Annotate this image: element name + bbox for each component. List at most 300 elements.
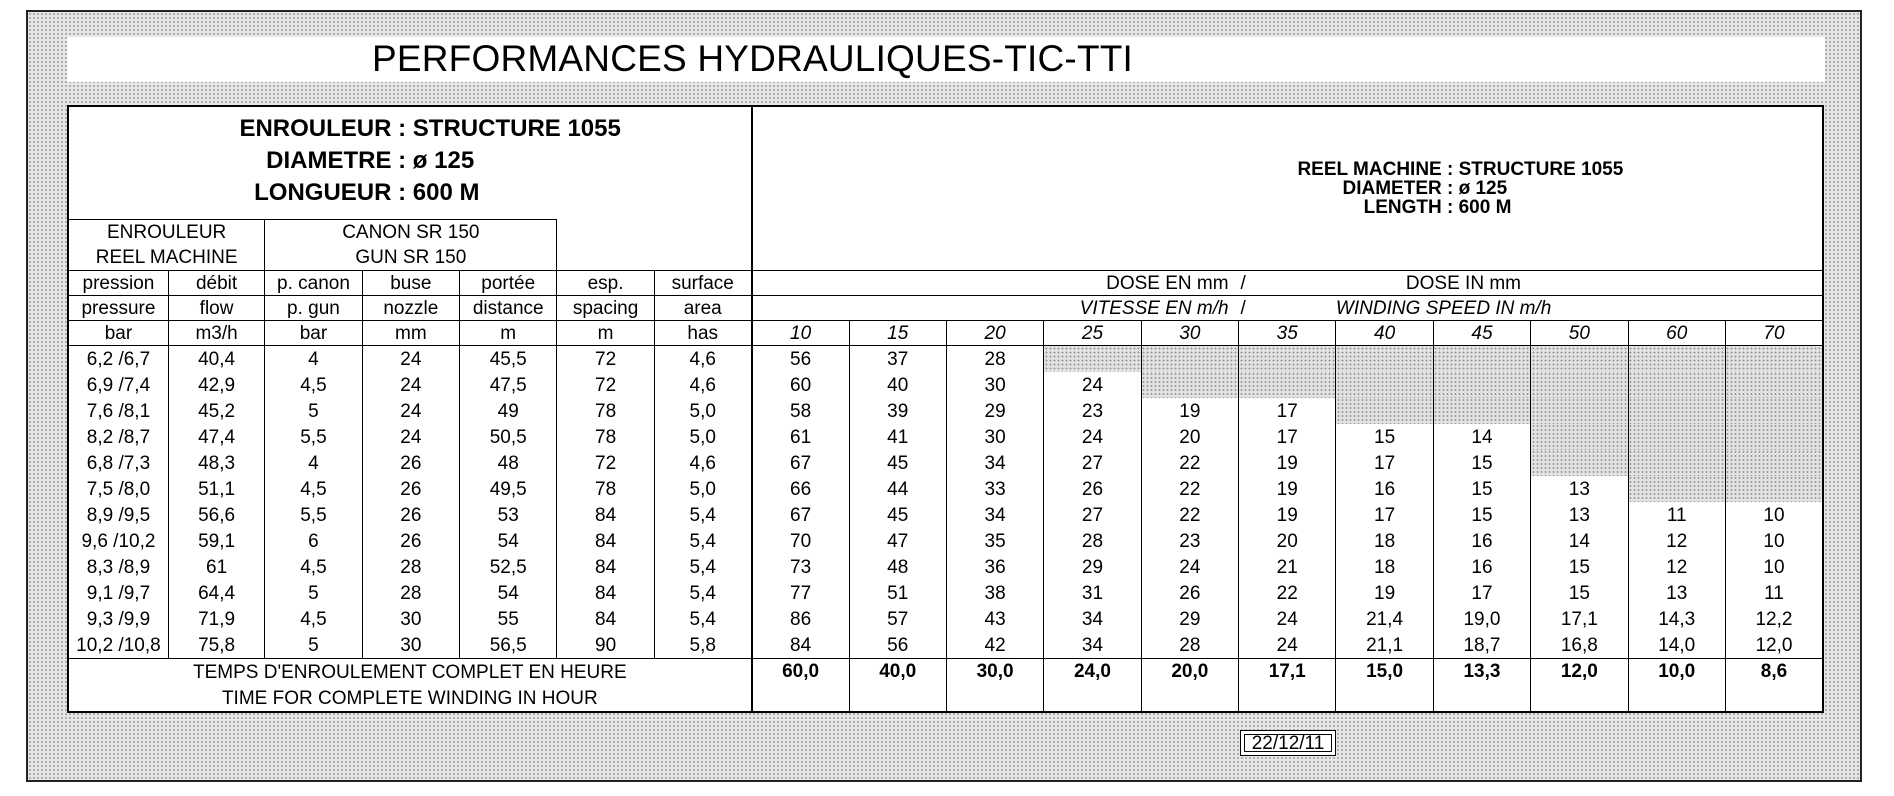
dose-cell: 14,3 xyxy=(1628,606,1725,632)
left-cell: 5,0 xyxy=(654,476,751,502)
left-cell: 51,1 xyxy=(168,476,264,502)
left-cell: 52,5 xyxy=(460,554,557,580)
dose-cell: 21,1 xyxy=(1336,632,1433,659)
dose-cell: 24 xyxy=(1141,554,1238,580)
left-cell: 42,9 xyxy=(168,372,264,398)
dose-cell: 24 xyxy=(1044,372,1141,398)
col-label-fr: portée xyxy=(460,271,557,296)
table-row xyxy=(68,580,1823,606)
left-cell: 49 xyxy=(460,398,557,424)
left-cell: 4,6 xyxy=(654,450,751,476)
dose-cell: 56 xyxy=(849,632,946,659)
speed-header: 70 xyxy=(1725,321,1823,346)
dose-cell: 24 xyxy=(1239,632,1336,659)
time-cell: 12,0 xyxy=(1531,659,1628,713)
left-cell: 6,8 /7,3 xyxy=(68,450,168,476)
left-cell: 47,5 xyxy=(460,372,557,398)
dose-cell: 86 xyxy=(752,606,849,632)
col-label-en: pressure xyxy=(68,296,168,321)
time-cell: 20,0 xyxy=(1141,659,1238,713)
dose-cell: 15 xyxy=(1433,502,1530,528)
dose-cell: 70 xyxy=(752,528,849,554)
reel-group-fr: ENROULEUR xyxy=(106,222,227,243)
left-cell: 5,0 xyxy=(654,398,751,424)
empty-dose-cell xyxy=(1531,450,1628,476)
dose-cell: 40 xyxy=(849,372,946,398)
gun-group-header xyxy=(265,220,557,271)
dose-cell: 26 xyxy=(1044,476,1141,502)
dose-cell: 19 xyxy=(1239,450,1336,476)
gun-group-fr: CANON SR 150 xyxy=(342,222,480,243)
empty-dose-cell xyxy=(1725,398,1823,424)
header-fr-text xyxy=(67,113,758,209)
dose-cell: 47 xyxy=(849,528,946,554)
dose-cell: 21,4 xyxy=(1336,606,1433,632)
left-cell: 48,3 xyxy=(168,450,264,476)
time-label-en: TIME FOR COMPLETE WINDING IN HOUR xyxy=(68,685,752,712)
left-cell: 59,1 xyxy=(168,528,264,554)
dose-cell: 27 xyxy=(1044,502,1141,528)
dose-cell: 48 xyxy=(849,554,946,580)
header-en-val-1: STRUCTURE 1055 xyxy=(1458,159,1624,180)
col-label-fr: p. canon xyxy=(265,271,362,296)
dose-cell: 43 xyxy=(946,606,1043,632)
dose-cell: 15 xyxy=(1336,424,1433,450)
empty-dose-cell xyxy=(1531,424,1628,450)
col-label-fr: esp. xyxy=(557,271,654,296)
table-row xyxy=(68,476,1823,502)
dose-cell: 77 xyxy=(752,580,849,606)
left-cell: 64,4 xyxy=(168,580,264,606)
dose-cell: 20 xyxy=(1239,528,1336,554)
left-cell: 48 xyxy=(460,450,557,476)
speed-header: 30 xyxy=(1141,321,1238,346)
dose-cell: 39 xyxy=(849,398,946,424)
dose-cell: 67 xyxy=(752,502,849,528)
dose-cell: 19,0 xyxy=(1433,606,1530,632)
page-title: PERFORMANCES HYDRAULIQUES-TIC-TTI xyxy=(372,38,1134,79)
left-cell: 8,3 /8,9 xyxy=(68,554,168,580)
date-stamp: 22/12/11 xyxy=(1240,730,1336,756)
left-cell: 4,5 xyxy=(265,554,362,580)
dose-en-label: DOSE IN mm xyxy=(1336,271,1823,296)
dose-cell: 58 xyxy=(752,398,849,424)
left-cell: 55 xyxy=(460,606,557,632)
col-label-en: area xyxy=(654,296,751,321)
left-cell: 5,4 xyxy=(654,580,751,606)
empty-dose-cell xyxy=(1336,398,1433,424)
dose-cell: 34 xyxy=(946,502,1043,528)
left-cell: 26 xyxy=(362,476,459,502)
dose-cell: 17 xyxy=(1239,398,1336,424)
header-fr-val-3: 600 M xyxy=(412,179,480,206)
dose-cell: 18,7 xyxy=(1433,632,1530,659)
left-cell: 4 xyxy=(265,450,362,476)
col-unit: bar xyxy=(265,321,362,346)
col-unit: m xyxy=(460,321,557,346)
dose-cell: 16 xyxy=(1433,554,1530,580)
left-cell: 56,6 xyxy=(168,502,264,528)
speed-header: 20 xyxy=(946,321,1043,346)
left-cell: 5 xyxy=(265,580,362,606)
dose-separator: / xyxy=(1239,271,1336,296)
empty-dose-cell xyxy=(1628,398,1725,424)
left-cell: 71,9 xyxy=(168,606,264,632)
left-cell: 26 xyxy=(362,528,459,554)
empty-dose-cell xyxy=(1239,372,1336,398)
dose-cell: 11 xyxy=(1725,580,1823,606)
dose-cell: 73 xyxy=(752,554,849,580)
dose-cell: 22 xyxy=(1239,580,1336,606)
reel-group-en: REEL MACHINE xyxy=(95,247,238,268)
left-cell: 40,4 xyxy=(168,346,264,373)
empty-dose-cell xyxy=(1725,346,1823,373)
time-cell: 13,3 xyxy=(1433,659,1530,713)
left-cell: 7,5 /8,0 xyxy=(68,476,168,502)
left-cell: 5,4 xyxy=(654,554,751,580)
left-cell: 45,2 xyxy=(168,398,264,424)
empty-dose-cell xyxy=(1628,424,1725,450)
left-cell: 5,0 xyxy=(654,424,751,450)
dose-cell: 13 xyxy=(1531,502,1628,528)
dose-cell: 30 xyxy=(946,372,1043,398)
dose-cell: 14 xyxy=(1433,424,1530,450)
left-cell: 30 xyxy=(362,632,459,659)
left-cell: 26 xyxy=(362,502,459,528)
left-cell: 54 xyxy=(460,580,557,606)
dose-cell: 22 xyxy=(1141,502,1238,528)
dose-cell: 19 xyxy=(1141,398,1238,424)
speed-header: 10 xyxy=(752,321,849,346)
left-cell: 75,8 xyxy=(168,632,264,659)
dose-cell: 18 xyxy=(1336,528,1433,554)
dose-cell: 28 xyxy=(1044,528,1141,554)
dose-cell: 15 xyxy=(1531,580,1628,606)
empty-dose-cell xyxy=(1725,450,1823,476)
time-cell: 8,6 xyxy=(1725,659,1823,713)
dose-cell: 19 xyxy=(1239,476,1336,502)
dose-cell: 66 xyxy=(752,476,849,502)
header-en-block xyxy=(752,106,1823,271)
left-cell: 6,9 /7,4 xyxy=(68,372,168,398)
time-cell: 24,0 xyxy=(1044,659,1141,713)
dose-cell: 67 xyxy=(752,450,849,476)
left-cell: 24 xyxy=(362,372,459,398)
dose-cell: 22 xyxy=(1141,450,1238,476)
left-cell: 4,5 xyxy=(265,372,362,398)
empty-dose-cell xyxy=(1628,450,1725,476)
dose-cell: 16,8 xyxy=(1531,632,1628,659)
dose-cell: 12 xyxy=(1628,554,1725,580)
speed-header: 45 xyxy=(1433,321,1530,346)
left-cell: 5 xyxy=(265,632,362,659)
left-cell: 5,4 xyxy=(654,528,751,554)
time-cell: 15,0 xyxy=(1336,659,1433,713)
empty-dose-cell xyxy=(1628,372,1725,398)
dose-cell: 84 xyxy=(752,632,849,659)
dose-cell: 34 xyxy=(946,450,1043,476)
dose-cell: 19 xyxy=(1239,502,1336,528)
dose-cell: 29 xyxy=(1141,606,1238,632)
dose-fr-label: DOSE EN mm xyxy=(752,271,1239,296)
col-unit: has xyxy=(654,321,751,346)
table-row xyxy=(68,372,1823,398)
left-cell: 5,5 xyxy=(265,502,362,528)
dose-cell: 35 xyxy=(946,528,1043,554)
header-en-val-2: ø 125 xyxy=(1458,178,1508,199)
empty-dose-cell xyxy=(1239,346,1336,373)
dose-cell: 24 xyxy=(1044,424,1141,450)
left-cell: 5,4 xyxy=(654,502,751,528)
time-cell: 60,0 xyxy=(752,659,849,713)
dose-cell: 45 xyxy=(849,502,946,528)
empty-dose-cell xyxy=(1628,476,1725,502)
speed-header: 60 xyxy=(1628,321,1725,346)
dose-cell: 57 xyxy=(849,606,946,632)
speed-fr-label: VITESSE EN m/h xyxy=(752,296,1239,321)
left-cell: 8,9 /9,5 xyxy=(68,502,168,528)
left-cell: 4,6 xyxy=(654,346,751,373)
left-cell: 84 xyxy=(557,606,654,632)
table-row xyxy=(68,424,1823,450)
left-cell: 9,1 /9,7 xyxy=(68,580,168,606)
header-fr-val-1: STRUCTURE 1055 xyxy=(412,115,621,142)
left-cell: 4,6 xyxy=(654,372,751,398)
empty-dose-cell xyxy=(1336,346,1433,373)
empty-dose-cell xyxy=(1433,398,1530,424)
dose-cell: 15 xyxy=(1531,554,1628,580)
empty-dose-cell xyxy=(1141,372,1238,398)
empty-dose-cell xyxy=(1433,372,1530,398)
speed-header: 15 xyxy=(849,321,946,346)
left-cell: 9,3 /9,9 xyxy=(68,606,168,632)
dose-cell: 12 xyxy=(1628,528,1725,554)
left-cell: 9,6 /10,2 xyxy=(68,528,168,554)
left-cell: 45,5 xyxy=(460,346,557,373)
left-cell: 54 xyxy=(460,528,557,554)
speed-separator: / xyxy=(1239,296,1336,321)
empty-dose-cell xyxy=(1044,346,1141,373)
speed-header: 50 xyxy=(1531,321,1628,346)
dose-cell: 10 xyxy=(1725,502,1823,528)
col-label-en: nozzle xyxy=(362,296,459,321)
header-fr-val-2: ø 125 xyxy=(412,147,475,174)
col-unit: m3/h xyxy=(168,321,264,346)
dose-cell: 10 xyxy=(1725,554,1823,580)
dose-cell: 17 xyxy=(1239,424,1336,450)
left-cell: 5 xyxy=(265,398,362,424)
col-label-en: p. gun xyxy=(265,296,362,321)
col-label-en: spacing xyxy=(557,296,654,321)
dose-cell: 15 xyxy=(1433,450,1530,476)
empty-dose-cell xyxy=(1531,346,1628,373)
empty-dose-cell xyxy=(1433,346,1530,373)
table-row xyxy=(68,632,1823,659)
table-row xyxy=(68,450,1823,476)
left-cell: 90 xyxy=(557,632,654,659)
dose-cell: 17 xyxy=(1336,450,1433,476)
left-cell: 28 xyxy=(362,580,459,606)
dose-cell: 14,0 xyxy=(1628,632,1725,659)
left-cell: 78 xyxy=(557,476,654,502)
dose-cell: 44 xyxy=(849,476,946,502)
table-row xyxy=(68,528,1823,554)
dose-cell: 29 xyxy=(946,398,1043,424)
left-cell: 78 xyxy=(557,424,654,450)
dose-cell: 16 xyxy=(1336,476,1433,502)
header-fr-key-1: ENROULEUR : xyxy=(239,115,407,142)
left-cell: 7,6 /8,1 xyxy=(68,398,168,424)
header-fr-key-3: LONGUEUR : xyxy=(254,179,407,206)
header-en-key-3: LENGTH : xyxy=(1363,197,1454,218)
left-cell: 4 xyxy=(265,346,362,373)
header-en-val-3: 600 M xyxy=(1458,197,1512,218)
empty-dose-cell xyxy=(1531,372,1628,398)
reel-group-header xyxy=(68,220,265,271)
dose-cell: 45 xyxy=(849,450,946,476)
left-cell: 26 xyxy=(362,450,459,476)
dose-cell: 14 xyxy=(1531,528,1628,554)
left-cell: 72 xyxy=(557,372,654,398)
dose-cell: 18 xyxy=(1336,554,1433,580)
empty-dose-cell xyxy=(1725,424,1823,450)
empty-dose-cell xyxy=(1531,398,1628,424)
left-cell: 28 xyxy=(362,554,459,580)
col-label-fr: surface xyxy=(654,271,751,296)
col-label-en: flow xyxy=(168,296,264,321)
table-row xyxy=(68,606,1823,632)
col-label-fr: débit xyxy=(168,271,264,296)
dose-cell: 13 xyxy=(1531,476,1628,502)
empty-dose-cell xyxy=(1141,346,1238,373)
dose-cell: 24 xyxy=(1239,606,1336,632)
left-cell: 24 xyxy=(362,424,459,450)
dose-cell: 51 xyxy=(849,580,946,606)
dose-cell: 28 xyxy=(1141,632,1238,659)
dose-cell: 20 xyxy=(1141,424,1238,450)
left-cell: 30 xyxy=(362,606,459,632)
left-cell: 47,4 xyxy=(168,424,264,450)
left-cell: 4,5 xyxy=(265,606,362,632)
left-cell: 78 xyxy=(557,398,654,424)
left-cell: 49,5 xyxy=(460,476,557,502)
empty-dose-cell xyxy=(1336,372,1433,398)
dose-cell: 56 xyxy=(752,346,849,373)
dose-cell: 60 xyxy=(752,372,849,398)
left-cell: 8,2 /8,7 xyxy=(68,424,168,450)
left-cell: 4,5 xyxy=(265,476,362,502)
dose-cell: 12,0 xyxy=(1725,632,1823,659)
col-unit: mm xyxy=(362,321,459,346)
left-cell: 72 xyxy=(557,346,654,373)
dose-cell: 28 xyxy=(946,346,1043,373)
dose-cell: 21 xyxy=(1239,554,1336,580)
dose-cell: 12,2 xyxy=(1725,606,1823,632)
table-row xyxy=(68,346,1823,373)
dose-cell: 26 xyxy=(1141,580,1238,606)
time-cell: 30,0 xyxy=(946,659,1043,713)
left-cell: 84 xyxy=(557,554,654,580)
dose-cell: 13 xyxy=(1628,580,1725,606)
dose-cell: 15 xyxy=(1433,476,1530,502)
left-cell: 53 xyxy=(460,502,557,528)
dose-cell: 16 xyxy=(1433,528,1530,554)
dose-cell: 10 xyxy=(1725,528,1823,554)
empty-dose-cell xyxy=(1628,346,1725,373)
dose-cell: 23 xyxy=(1044,398,1141,424)
dose-cell: 41 xyxy=(849,424,946,450)
dose-cell: 17,1 xyxy=(1531,606,1628,632)
dose-cell: 42 xyxy=(946,632,1043,659)
speed-en-label: WINDING SPEED IN m/h xyxy=(1336,296,1823,321)
dose-cell: 23 xyxy=(1141,528,1238,554)
left-cell: 24 xyxy=(362,346,459,373)
time-cell: 10,0 xyxy=(1628,659,1725,713)
table-row xyxy=(68,502,1823,528)
left-cell: 56,5 xyxy=(460,632,557,659)
speed-header: 35 xyxy=(1239,321,1336,346)
gun-group-en: GUN SR 150 xyxy=(355,247,467,268)
dose-cell: 31 xyxy=(1044,580,1141,606)
dose-cell: 30 xyxy=(946,424,1043,450)
speed-header: 25 xyxy=(1044,321,1141,346)
table-row xyxy=(68,398,1823,424)
left-cell: 84 xyxy=(557,502,654,528)
left-cell: 50,5 xyxy=(460,424,557,450)
dose-cell: 37 xyxy=(849,346,946,373)
time-label-fr: TEMPS D'ENROULEMENT COMPLET EN HEURE xyxy=(68,659,752,686)
dose-cell: 17 xyxy=(1433,580,1530,606)
empty-dose-cell xyxy=(1725,372,1823,398)
left-cell: 84 xyxy=(557,580,654,606)
header-fr-key-2: DIAMETRE : xyxy=(266,147,407,174)
dose-cell: 29 xyxy=(1044,554,1141,580)
header-en-key-1: REEL MACHINE : xyxy=(1297,159,1454,180)
header-en-key-2: DIAMETER : xyxy=(1342,178,1454,199)
speed-header: 40 xyxy=(1336,321,1433,346)
time-cell: 17,1 xyxy=(1239,659,1336,713)
left-cell: 72 xyxy=(557,450,654,476)
table-row xyxy=(68,554,1823,580)
col-unit: m xyxy=(557,321,654,346)
dose-cell: 33 xyxy=(946,476,1043,502)
left-cell: 84 xyxy=(557,528,654,554)
dose-cell: 19 xyxy=(1336,580,1433,606)
col-label-en: distance xyxy=(460,296,557,321)
dose-cell: 17 xyxy=(1336,502,1433,528)
left-cell: 5,8 xyxy=(654,632,751,659)
empty-dose-cell xyxy=(1725,476,1823,502)
left-cell: 10,2 /10,8 xyxy=(68,632,168,659)
left-cell: 61 xyxy=(168,554,264,580)
dose-cell: 34 xyxy=(1044,606,1141,632)
dose-cell: 36 xyxy=(946,554,1043,580)
dose-cell: 34 xyxy=(1044,632,1141,659)
left-cell: 5,5 xyxy=(265,424,362,450)
col-label-fr: buse xyxy=(362,271,459,296)
col-label-fr: pression xyxy=(68,271,168,296)
dose-cell: 38 xyxy=(946,580,1043,606)
dose-cell: 27 xyxy=(1044,450,1141,476)
col-unit: bar xyxy=(68,321,168,346)
dose-cell: 11 xyxy=(1628,502,1725,528)
left-cell: 6,2 /6,7 xyxy=(68,346,168,373)
time-cell: 40,0 xyxy=(849,659,946,713)
left-cell: 5,4 xyxy=(654,606,751,632)
dose-cell: 61 xyxy=(752,424,849,450)
dose-cell: 22 xyxy=(1141,476,1238,502)
left-cell: 24 xyxy=(362,398,459,424)
